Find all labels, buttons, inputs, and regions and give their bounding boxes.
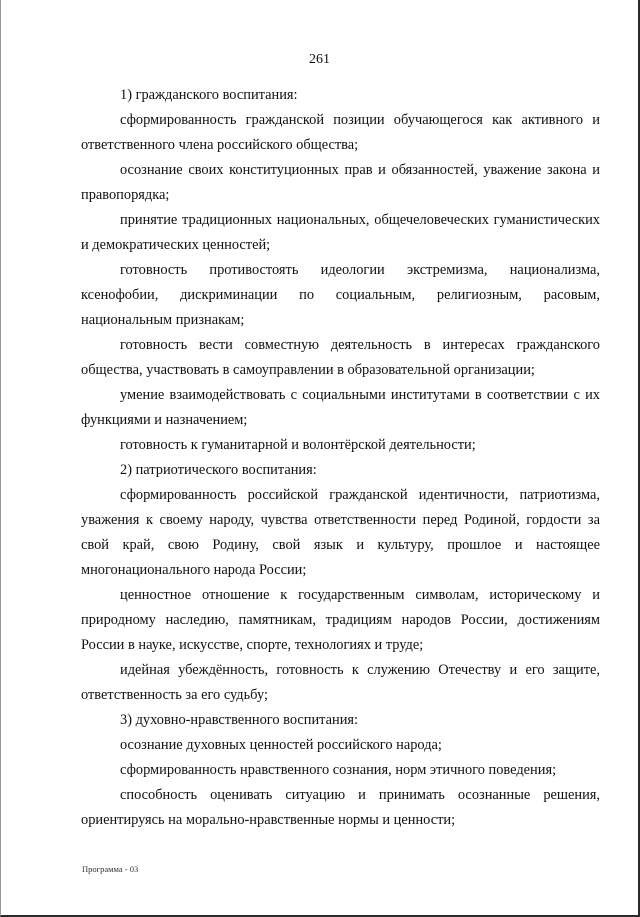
paragraph: готовность вести совместную деятельность в интересах гражданского общества, участвовать в самоуправлении в образовательной организации; xyxy=(81,337,600,378)
paragraph: готовность к гуманитарной и волонтёрской деятельности; xyxy=(120,437,476,453)
footer-program-label: Программа - 03 xyxy=(82,864,139,874)
paragraph: сформированность российской гражданской идентичности, патриотизма, уважения к своему народу, чувства ответственности перед Родиной, гордости за свой край, свою Родину, свой язык и культуру, прошлое и настоящее многонационального народа России; xyxy=(81,487,600,578)
section-heading-moral: 3) духовно-нравственного воспитания: xyxy=(120,712,359,728)
page-number: 261 xyxy=(309,52,330,67)
paragraph: принятие традиционных национальных, общечеловеческих гуманистических и демократических ценностей; xyxy=(81,212,600,253)
section-heading-civic: 1) гражданского воспитания: xyxy=(120,87,298,103)
paragraph: идейная убеждённость, готовность к служению Отечеству и его защите, ответственность за его судьбу; xyxy=(81,662,600,703)
paragraph: способность оценивать ситуацию и принимать осознанные решения, ориентируясь на морально-нравственные нормы и ценности; xyxy=(81,787,600,828)
paragraph: сформированность нравственного сознания, норм этичного поведения; xyxy=(120,762,557,778)
section-heading-patriotic: 2) патриотического воспитания: xyxy=(120,462,317,478)
paragraph: ценностное отношение к государственным символам, историческому и природному наследию, памятникам, традициям народов России, достижениям России в науке, искусстве, спорте, технологиях и труде; xyxy=(81,587,600,653)
paragraph: готовность противостоять идеологии экстремизма, национализма, ксенофобии, дискриминации по социальным, религиозным, расовым, национальным признакам; xyxy=(81,262,600,328)
paragraph: сформированность гражданской позиции обучающегося как активного и ответственного члена российского общества; xyxy=(81,112,600,153)
paragraph: умение взаимодействовать с социальными институтами в соответствии с их функциями и назначением; xyxy=(81,387,600,428)
paragraph: осознание своих конституционных прав и обязанностей, уважение закона и правопорядка; xyxy=(81,162,600,203)
paragraph: осознание духовных ценностей российского народа; xyxy=(120,737,442,753)
document-body xyxy=(81,83,600,833)
